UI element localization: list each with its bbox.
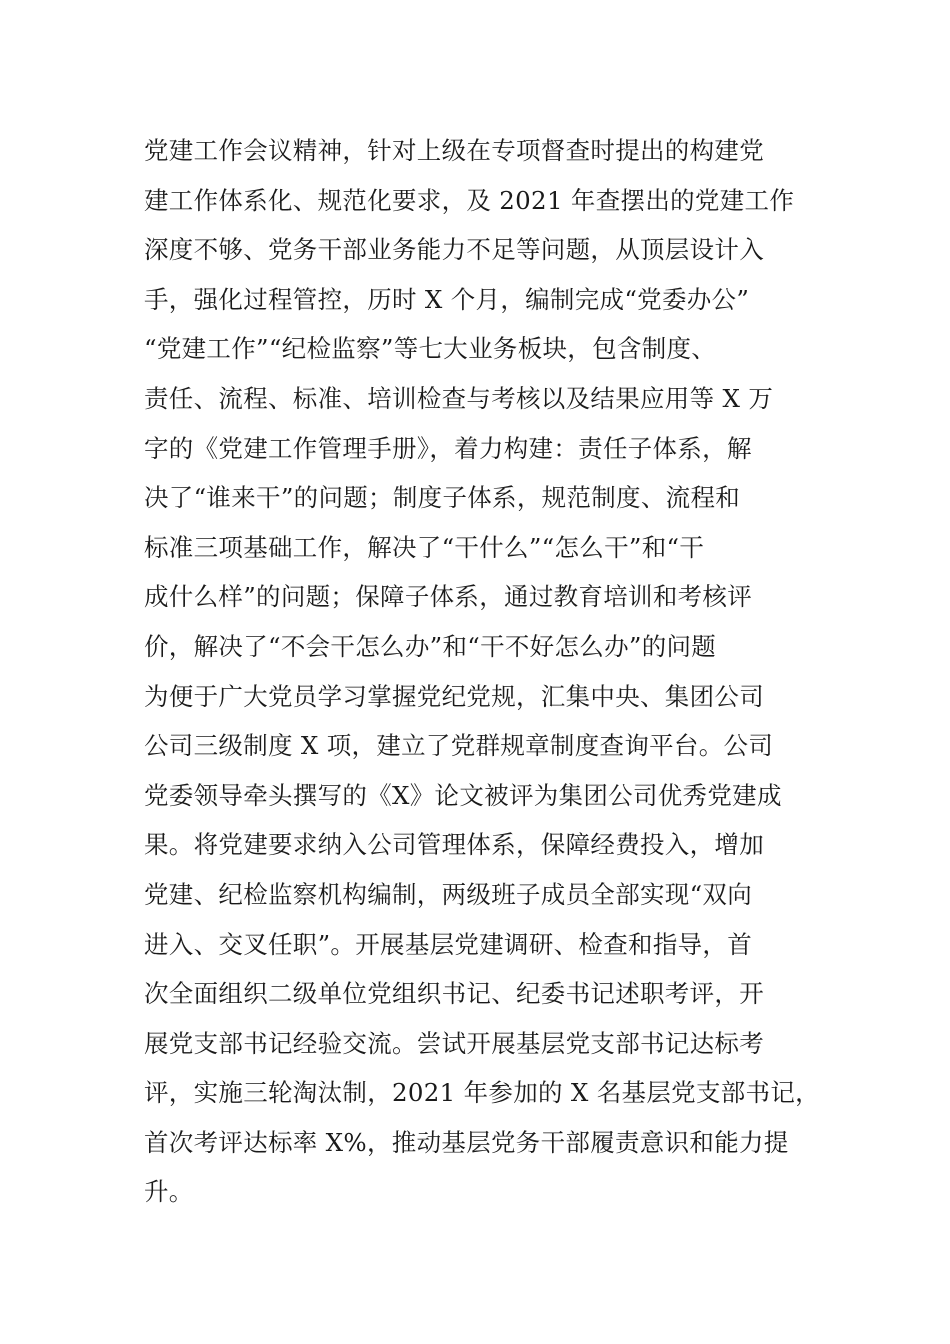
paragraph-line: 升。: [144, 1177, 194, 1207]
paragraph-line: 进入、交叉任职”。开展基层党建调研、检查和指导，首: [144, 929, 753, 959]
paragraph-line: 党建工作会议精神，针对上级在专项督查时提出的构建党: [144, 136, 764, 165]
paragraph-line: 责任、流程、标准、培训检查与考核以及结果应用等 X 万: [144, 383, 774, 413]
paragraph-line: 公司三级制度 X 项，建立了党群规章制度查询平台。公司: [144, 731, 774, 761]
paragraph-line: 标准三项基础工作，解决了“干什么”“怎么干”和“干: [144, 532, 705, 562]
paragraph-line: 为便于广大党员学习掌握党纪党规，汇集中央、集团公司: [144, 681, 764, 711]
paragraph-line: “党建工作”“纪检监察”等七大业务板块，包含制度、: [144, 334, 717, 364]
body-paragraph: [144, 126, 824, 1217]
paragraph-line: 手，强化过程管控，历时 X 个月，编制完成“党委办公”: [144, 284, 750, 314]
paragraph-line: 评，实施三轮淘汰制，2021 年参加的 X 名基层党支部书记，: [144, 1078, 820, 1108]
paragraph-line: 深度不够、党务干部业务能力不足等问题，从顶层设计入: [144, 235, 764, 265]
paragraph-line: 党委领导牵头撰写的《X》论文被评为集团公司优秀党建成: [144, 780, 782, 810]
paragraph-line: 建工作体系化、规范化要求，及 2021 年查摆出的党建工作: [144, 185, 795, 215]
paragraph-line: 首次考评达标率 X%，推动基层党务干部履责意识和能力提: [144, 1127, 789, 1157]
paragraph-line: 成什么样”的问题；保障子体系，通过教育培训和考核评: [144, 582, 753, 612]
paragraph-line: 展党支部书记经验交流。尝试开展基层党支部书记达标考: [144, 1028, 764, 1058]
paragraph-line: 果。将党建要求纳入公司管理体系，保障经费投入，增加: [144, 830, 764, 860]
paragraph-line: 党建、纪检监察机构编制，两级班子成员全部实现“双向: [144, 879, 753, 909]
paragraph-line: 决了“谁来干”的问题；制度子体系，规范制度、流程和: [144, 483, 741, 513]
paragraph-line: 价，解决了“不会干怎么办”和“干不好怎么办”的问题: [144, 631, 717, 661]
paragraph-line: 次全面组织二级单位党组织书记、纪委书记述职考评，开: [144, 979, 764, 1009]
paragraph-line: 字的《党建工作管理手册》，着力构建：责任子体系，解: [144, 433, 752, 463]
